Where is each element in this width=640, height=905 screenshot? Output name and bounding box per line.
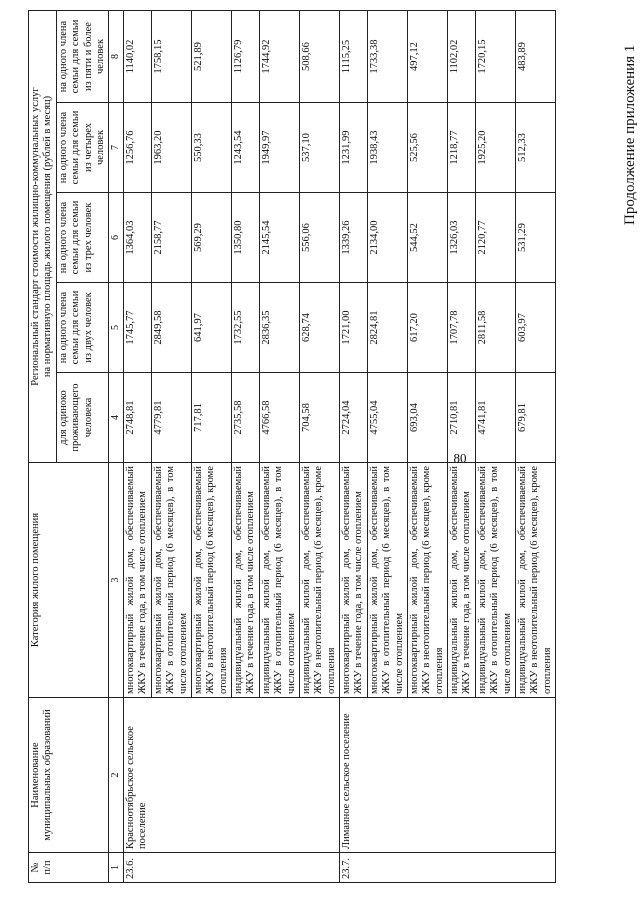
value-cell: 1744,92 (259, 11, 299, 103)
header-col6: на одного члена семьи для семьи из трех человек (56, 193, 109, 283)
column-index: 7 (109, 103, 124, 193)
category-cell: многоквартирный жилой дом, обеспечиваемый ЖКУ в неотопительный период (6 месяцев), кроме отопления (191, 463, 231, 698)
value-cell: 1758,15 (151, 11, 191, 103)
value-cell: 521,89 (191, 11, 231, 103)
municipality-name: Красноотябрьское сельское поселение (124, 698, 340, 853)
value-cell: 4755,04 (367, 373, 407, 463)
header-col7: на одного члена семьи для семьи из четырех человек (56, 103, 109, 193)
header-col8: на одного члена семьи для семьи из пяти и более человек (56, 11, 109, 103)
value-cell: 550,33 (191, 103, 231, 193)
column-index: 6 (109, 193, 124, 283)
category-cell: индивидуальный жилой дом, обеспечиваемый ЖКУ в неотопительный период (6 месяцев), кроме отопления (299, 463, 339, 698)
value-cell: 2120,77 (475, 193, 515, 283)
column-index: 2 (109, 698, 124, 853)
value-cell: 1256,76 (124, 103, 152, 193)
category-cell: многоквартирный жилой дом, обеспечиваемый ЖКУ в течение года, в том числе отоплением (124, 463, 152, 698)
value-cell: 1339,26 (340, 193, 368, 283)
value-cell: 1140,02 (124, 11, 152, 103)
value-cell: 1126,79 (232, 11, 260, 103)
municipality-name: Лиманное сельское поселение (340, 698, 556, 853)
category-cell: индивидуальный жилой дом, обеспечиваемый ЖКУ в течение года, в том числе отоплением (232, 463, 260, 698)
value-cell: 2710,81 (448, 373, 476, 463)
category-cell: многоквартирный жилой дом, обеспечиваемый ЖКУ в неотопительный период (6 месяцев), кроме отопления (407, 463, 447, 698)
value-cell: 2145,54 (259, 193, 299, 283)
category-cell: многоквартирный жилой дом, обеспечиваемый ЖКУ в отопительный период (6 месяцев), в том числе отоплением (151, 463, 191, 698)
value-cell: 556,06 (299, 193, 339, 283)
value-cell: 483,89 (515, 11, 555, 103)
continuation-title: Продолжение приложения 1 (622, 44, 638, 225)
header-col4: для одиноко проживающего человека (56, 373, 109, 463)
value-cell: 544,52 (407, 193, 447, 283)
header-no: № п/п (29, 853, 109, 883)
column-index-row (109, 11, 124, 883)
value-cell: 717,81 (191, 373, 231, 463)
value-cell: 1732,55 (232, 283, 260, 373)
header-municipality: Наименование муниципальных образований (29, 698, 109, 853)
table-row (124, 11, 152, 883)
value-cell: 1925,20 (475, 103, 515, 193)
column-index: 5 (109, 283, 124, 373)
value-cell: 1350,80 (232, 193, 260, 283)
value-cell: 1707,78 (448, 283, 476, 373)
standards-table (28, 10, 556, 883)
value-cell: 4779,81 (151, 373, 191, 463)
table-body (124, 11, 556, 883)
value-cell: 617,20 (407, 283, 447, 373)
value-cell: 525,56 (407, 103, 447, 193)
value-cell: 1938,43 (367, 103, 407, 193)
column-index: 3 (109, 463, 124, 698)
value-cell: 1721,00 (340, 283, 368, 373)
column-index: 8 (109, 11, 124, 103)
value-cell: 2811,58 (475, 283, 515, 373)
value-cell: 641,97 (191, 283, 231, 373)
value-cell: 1326,03 (448, 193, 476, 283)
value-cell: 2158,77 (151, 193, 191, 283)
category-cell: многоквартирный жилой дом, обеспечиваемый ЖКУ в отопительный период (6 месяцев), в том числе отоплением (367, 463, 407, 698)
value-cell: 1364,03 (124, 193, 152, 283)
value-cell: 2748,81 (124, 373, 152, 463)
value-cell: 704,58 (299, 373, 339, 463)
value-cell: 1243,54 (232, 103, 260, 193)
value-cell: 2134,00 (367, 193, 407, 283)
value-cell: 628,74 (299, 283, 339, 373)
category-cell: индивидуальный жилой дом, обеспечиваемый ЖКУ в отопительный период (6 месяцев), в том числе отоплением (475, 463, 515, 698)
value-cell: 1949,97 (259, 103, 299, 193)
value-cell: 1720,15 (475, 11, 515, 103)
category-cell: индивидуальный жилой дом, обеспечиваемый ЖКУ в течение года, в том числе отоплением (448, 463, 476, 698)
table-header (29, 11, 124, 883)
category-cell: многоквартирный жилой дом, обеспечиваемый ЖКУ в течение года, в том числе отоплением (340, 463, 368, 698)
row-number: 23.7. (340, 853, 556, 883)
value-cell: 2824,81 (367, 283, 407, 373)
value-cell: 1745,77 (124, 283, 152, 373)
value-cell: 569,29 (191, 193, 231, 283)
value-cell: 531,29 (515, 193, 555, 283)
value-cell: 693,04 (407, 373, 447, 463)
value-cell: 1102,02 (448, 11, 476, 103)
row-number: 23.6. (124, 853, 340, 883)
category-cell: индивидуальный жилой дом, обеспечиваемый ЖКУ в отопительный период (6 месяцев), в том числе отоплением (259, 463, 299, 698)
value-cell: 1115,25 (340, 11, 368, 103)
value-cell: 537,10 (299, 103, 339, 193)
value-cell: 1218,77 (448, 103, 476, 193)
value-cell: 2724,04 (340, 373, 368, 463)
page-number: 80 (453, 450, 467, 466)
column-index: 1 (109, 853, 124, 883)
value-cell: 1963,20 (151, 103, 191, 193)
table-row (340, 11, 368, 883)
value-cell: 4766,58 (259, 373, 299, 463)
value-cell: 1733,38 (367, 11, 407, 103)
value-cell: 2836,35 (259, 283, 299, 373)
value-cell: 508,66 (299, 11, 339, 103)
column-index: 4 (109, 373, 124, 463)
value-cell: 4741,81 (475, 373, 515, 463)
value-cell: 497,12 (407, 11, 447, 103)
value-cell: 679,81 (515, 373, 555, 463)
header-category: Категория жилого помещения (29, 463, 109, 698)
value-cell: 1231,99 (340, 103, 368, 193)
value-cell: 2849,58 (151, 283, 191, 373)
value-cell: 2735,58 (232, 373, 260, 463)
header-col5: на одного члена семьи для семьи из двух человек (56, 283, 109, 373)
value-cell: 512,33 (515, 103, 555, 193)
header-standard-group: Региональный стандарт стоимости жилищно-коммунальных услуг на нормативную площадь жилого помещения (рублей в месяц) (29, 11, 57, 463)
category-cell: индивидуальный жилой дом, обеспечиваемый ЖКУ в неотопительный период (6 месяцев), кроме отопления (515, 463, 555, 698)
value-cell: 603,97 (515, 283, 555, 373)
